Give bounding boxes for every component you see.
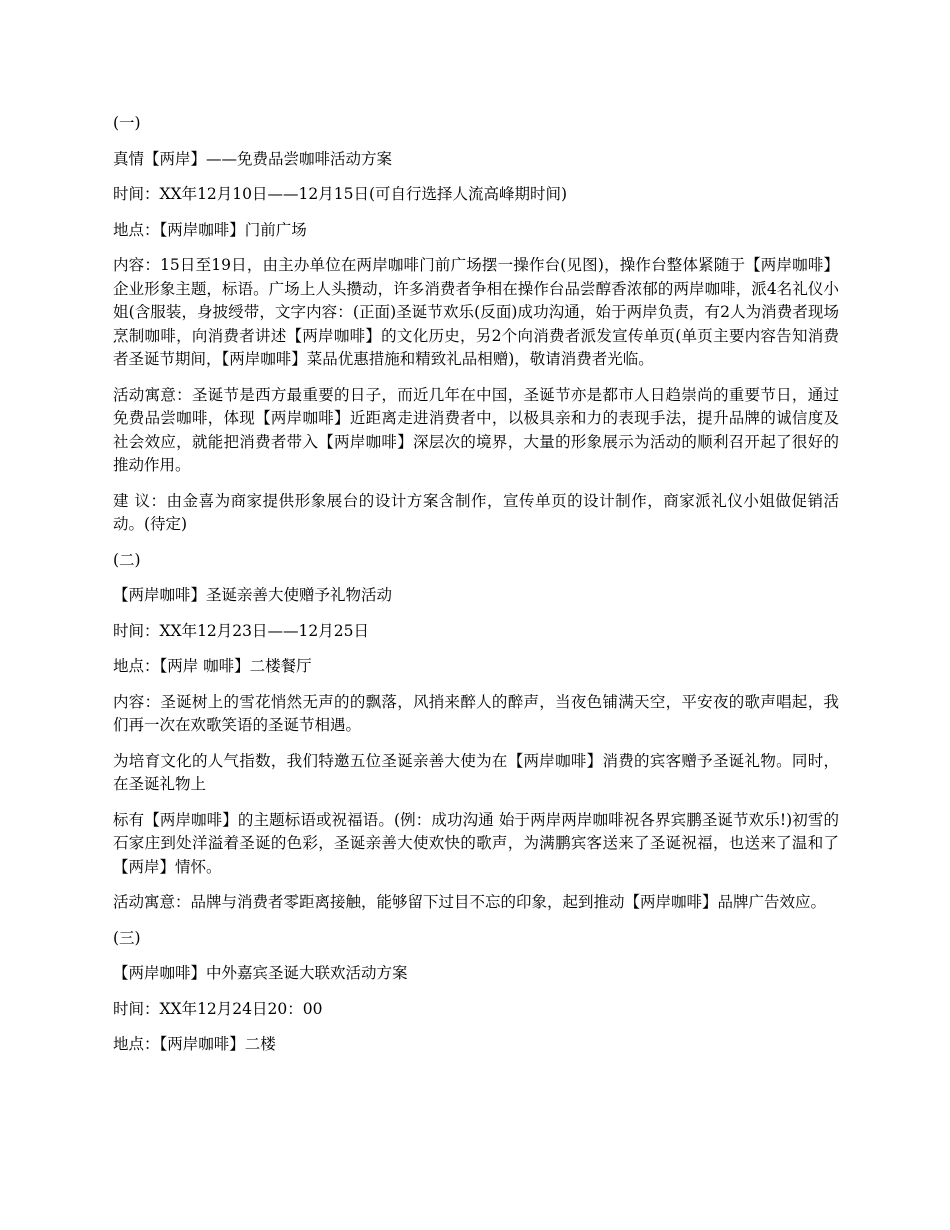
section-1-content: 内容：15日至19日，由主办单位在两岸咖啡门前广场摆一操作台(见图)，操作台整体紧随于【两岸咖啡】企业形象主题，标语。广场上人头攒动，许多消费者争相在操作台品尝醇香浓郁的两岸咖啡，派4名礼仪小姐(含服装，身披绶带，文字内容：(正面)圣诞节欢乐(反面)成功沟通，始于两岸负责，有2人为消费者现场烹制咖啡，向消费者讲述【两岸咖啡】的文化历史，另2个向消费者派发宣传单页(单页主要内容告知消费者圣诞节期间，【两岸咖啡】菜品优惠措施和精致礼品相赠)，敬请消费者光临。 <box>113 256 839 368</box>
section-1-suggestion: 建 议：由金喜为商家提供形象展台的设计方案含制作，宣传单页的设计制作，商家派礼仪小姐做促销活动。(待定) <box>113 491 839 533</box>
section-2-title: 【两岸咖啡】圣诞亲善大使赠予礼物活动 <box>113 586 393 604</box>
document-body <box>113 112 839 1069</box>
section-2-content: 内容：圣诞树上的雪花悄然无声的的飘落，风捎来醉人的醉声，当夜色铺满天空，平安夜的歌声唱起，我们再一次在欢歌笑语的圣诞节相遇。 <box>113 692 839 734</box>
section-3-location: 地点：【两岸咖啡】二楼 <box>113 1035 276 1053</box>
section-2-paragraph: 为培育文化的人气指数，我们特邀五位圣诞亲善大使为在【两岸咖啡】消费的宾客赠予圣诞礼物。同时，在圣诞礼物上 <box>113 751 839 793</box>
section-1-number: (一) <box>113 114 141 132</box>
section-2-number: (二) <box>113 550 141 569</box>
section-3-number: (三) <box>113 928 141 947</box>
section-1-meaning: 活动寓意：圣诞节是西方最重要的日子，而近几年在中国，圣诞节亦是都市人日趋崇尚的重要节日，通过免费品尝咖啡，体现【两岸咖啡】近距离走进消费者中，以极具亲和力的表现手法，提升品牌的诚信度及社会效应，就能把消费者带入【两岸咖啡】深层次的境界，大量的形象展示为活动的顺利召开起了很好的推动作用。 <box>113 385 839 474</box>
section-1-title: 真情【两岸】——免费品尝咖啡活动方案 <box>113 149 393 168</box>
section-2-time: 时间：XX年12月23日——12月25日 <box>113 621 369 640</box>
section-3-time: 时间：XX年12月24日20：00 <box>113 999 323 1018</box>
section-1-time: 时间：XX年12月10日——12月15日(可自行选择人流高峰期时间) <box>113 185 568 203</box>
section-2-location: 地点：【两岸 咖啡】二楼餐厅 <box>113 657 312 675</box>
section-2-meaning: 活动寓意：品牌与消费者零距离接触，能够留下过目不忘的印象，起到推动【两岸咖啡】品牌广告效应。 <box>113 893 827 911</box>
section-1-location: 地点：【两岸咖啡】门前广场 <box>113 220 307 239</box>
section-3-title: 【两岸咖啡】中外嘉宾圣诞大联欢活动方案 <box>113 964 408 982</box>
section-2-paragraph: 标有【两岸咖啡】的主题标语或祝福语。(例：成功沟通 始于两岸两岸咖啡祝各界宾鹏圣诞节欢乐!)初雪的石家庄到处洋溢着圣诞的色彩，圣诞亲善大使欢快的歌声，为满鹏宾客送来了圣诞祝福，也送来了温和了【两岸】情怀。 <box>113 810 839 876</box>
